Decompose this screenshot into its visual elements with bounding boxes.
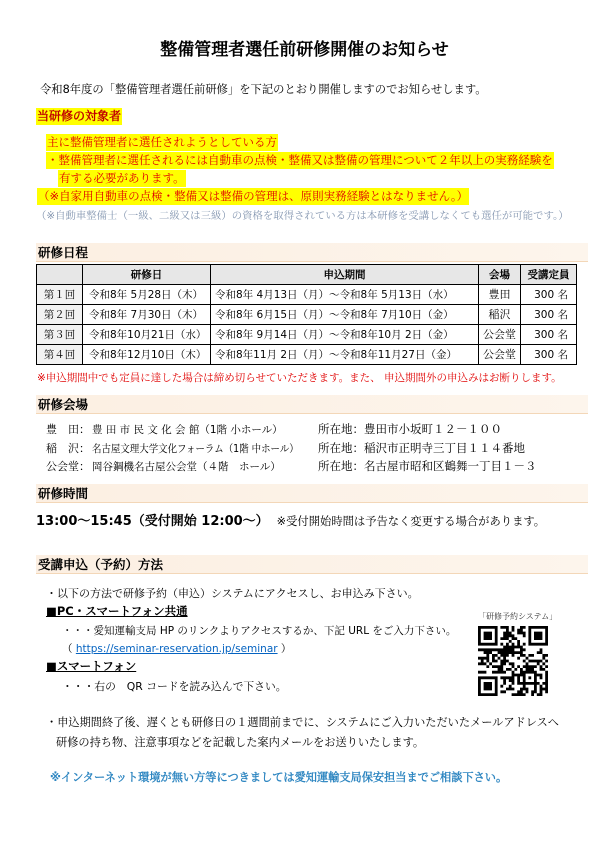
schedule-header-row [37,265,577,285]
page-title: 整備管理者選任前研修開催のお知らせ [160,40,449,60]
smartphone-heading: ■スマートフォン [46,659,137,673]
header-period: 申込期間 [211,265,479,285]
venue-label: 豊 田： [46,423,90,436]
cell-venue: 豊田 [479,285,521,305]
training-hours: 13:00～15:45（受付開始 12:00～） [36,514,269,529]
cell-date: 令和8年 5月28日（木） [83,285,211,305]
target-heading: 当研修の対象者 [37,109,122,123]
venue-hall [92,459,318,476]
venue-hall-text: 名古屋文理大学文化フォーラム（1階 中ホール） [92,443,299,455]
mail-info-line-1: ・申込期間終了後、遅くとも研修日の１週間前までに、システムにご入力いただいたメールアドレスへ [46,716,559,729]
table-row [37,305,577,325]
cell-date: 令和8年10月21日（水） [83,325,211,345]
time-heading: 研修時間 [36,484,588,503]
header-session [37,265,83,285]
mail-info-line-2: 研修の持ち物、注意事項などを記載した案内メールをお送りいたします。 [56,736,425,749]
cell-session: 第４回 [37,345,83,365]
intro-text: 令和8年度の「整備管理者選任前研修」を下記のとおり開催しますのでお知らせします。 [40,83,487,96]
url-line [62,641,291,658]
cell-period: 令和8年11月 2日（月）～令和8年11月27日（金） [211,345,479,365]
venue-address: 所在地：名古屋市昭和区鶴舞一丁目１－３ [318,459,537,473]
time-note: ※受付開始時間は予告なく変更する場合があります。 [276,515,546,528]
reservation-url-link[interactable]: https://seminar-reservation.jp/seminar [75,643,278,655]
venue-row-kokaido [46,458,537,476]
smartphone-instructions: ・・・右の QR コードを読み込んで下さい。 [62,680,287,693]
table-row [37,345,577,365]
apply-heading: 受講申込（予約）方法 [36,555,588,574]
url-open-paren: （ [62,643,76,655]
cell-session: 第３回 [37,325,83,345]
time-row [36,511,545,530]
cell-venue: 公会堂 [479,325,521,345]
table-row [37,325,577,345]
pc-instructions: ・・・愛知運輸支局 HP のリンクよりアクセスするか、下記 URL をご入力下さい。 [62,625,457,637]
venue-hall-text: 豊 田 市 民 文 化 会 館（1階 小ホール） [92,424,283,436]
cell-period: 令和8年 9月14日（月）～令和8年10月 2日（金） [211,325,479,345]
cell-period: 令和8年 4月13日（月）～令和8年 5月13日（水） [211,285,479,305]
cell-venue: 公会堂 [479,345,521,365]
venue-address: 所在地：稲沢市正明寺三丁目１１４番地 [318,441,525,455]
venue-row-inazawa [46,440,525,458]
target-line-4: （※自家用自動車の点検・整備又は整備の管理は、原則実務経験とはなりません。） [38,189,469,203]
cell-venue: 稲沢 [479,305,521,325]
target-line-2: ・整備管理者に選任されるには自動車の点検・整備又は整備の管理について２年以上の実務経験を [47,153,553,167]
cell-capacity: 300 名 [521,325,577,345]
target-line-1: 主に整備管理者に選任されようとしている方 [47,135,277,149]
header-venue: 会場 [479,265,521,285]
venue-hall [92,422,318,439]
venues-heading: 研修会場 [36,395,588,414]
cell-date: 令和8年12月10日（木） [83,345,211,365]
mechanic-license-note: （※自動車整備士（一級、二級又は三級）の資格を取得されている方は本研修を受講しなくても選任が可能です。） [36,210,569,222]
cell-capacity: 300 名 [521,305,577,325]
cell-session: 第１回 [37,285,83,305]
cell-capacity: 300 名 [521,285,577,305]
url-close-paren: ） [277,643,292,655]
cell-session: 第２回 [37,305,83,325]
header-date: 研修日 [83,265,211,285]
qr-label: 「研修予約システム」 [478,612,558,621]
schedule-heading: 研修日程 [36,243,588,262]
contact-note: ※インターネット環境が無い方等につきましては愛知運輸支局保安担当までご相談下さい。 [50,771,508,784]
venue-row-toyota [46,421,502,439]
schedule-note: ※申込期間中でも定員に達した場合は締め切らせていただきます。また、 申込期間外の申込みはお断りします。 [37,372,562,384]
target-line-3: 有する必要があります。 [59,171,185,185]
cell-capacity: 300 名 [521,345,577,365]
cell-date: 令和8年 7月30日（木） [83,305,211,325]
table-row [37,285,577,305]
apply-intro: ・以下の方法で研修予約（申込）システムにアクセスし、お申込み下さい。 [46,587,419,600]
venue-address: 所在地：豊田市小坂町１２－１００ [318,422,502,436]
header-capacity: 受講定員 [521,265,577,285]
pc-heading: ■PC・スマートフォン共通 [46,604,188,618]
venue-hall [92,441,318,458]
venue-label: 公会堂： [46,460,90,473]
schedule-table [36,264,577,365]
venue-label: 稲 沢： [46,442,90,455]
cell-period: 令和8年 6月15日（月）～令和8年 7月10日（金） [211,305,479,325]
venue-hall-text: 岡谷鋼機名古屋公会堂（４階 ホール） [92,461,281,473]
qr-code-image [478,626,548,696]
